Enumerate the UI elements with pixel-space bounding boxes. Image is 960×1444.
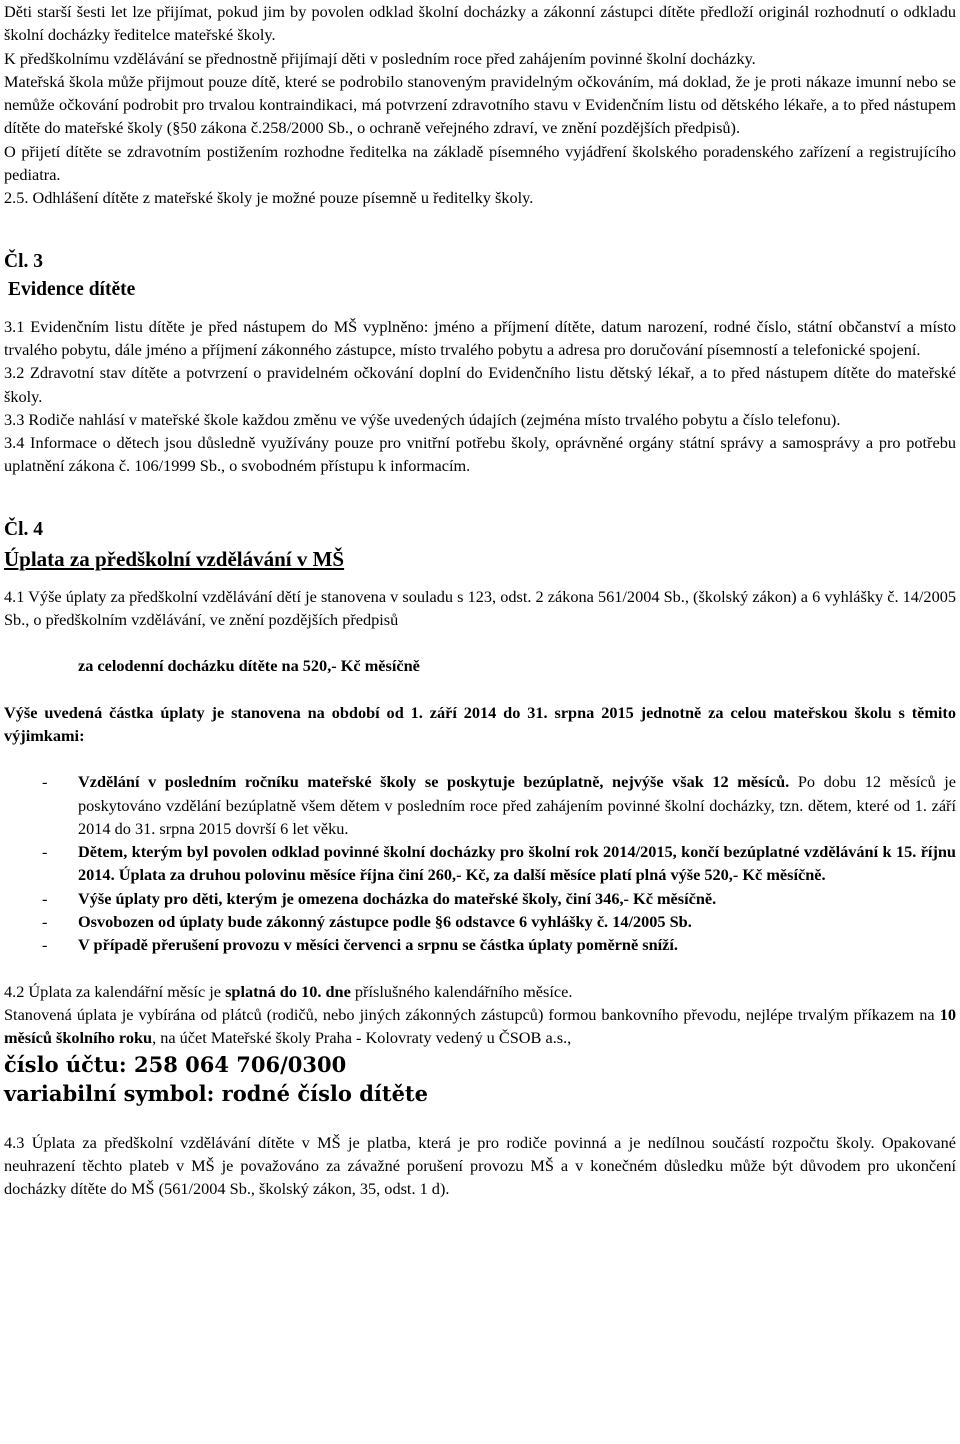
- list-item: [4, 910, 956, 933]
- dash-marker: -: [42, 772, 48, 792]
- section-4-3: 4.3 Úplata za předškolní vzdělávání dítěte v MŠ je platba, která je pro rodiče povinná a je nedílnou součástí rozpočtu školy. Opakované neuhrazení těchto plateb v MŠ je považováno za závažné porušení provozu MŠ a v konečném důsledku může být důvodem pro ukončení docházky dítěte do MŠ (561/2004 Sb., školský zákon, 35, odst. 1 d).: [4, 1132, 956, 1199]
- payment-text: Stanovená úplata je vybírána od plátců (rodičů, nebo jiných zákonných zástupců) formou bankovního převodu, nejlépe trvalým příkazem na: [4, 1004, 940, 1024]
- exception-normal: Po dobu 12 měsíců je poskytováno vzdělání bezúplatně všem dětem v posledním roce před zahájením povinné školní docházky, tzn. dětem, které od 1. září 2014 do 31. srpna 2015 dovrší 6 let věku.: [78, 772, 956, 838]
- exception-bold: V případě přerušení provozu v měsíci červenci a srpnu se částka úplaty poměrně sníží.: [78, 935, 678, 955]
- payment-months: 10 měsíců školního roku: [4, 1004, 956, 1048]
- paragraph-zdravotni-postizeni: O přijetí dítěte se zdravotním postižením rozhodne ředitelka na základě písemného vyjádření školského poradenského zařízení a registrujícího pediatra.: [4, 141, 956, 185]
- article-4-heading: Čl. 4: [4, 518, 43, 540]
- dash-marker: -: [42, 888, 48, 908]
- list-item: [4, 840, 956, 887]
- paragraph-odhlaseni: 2.5. Odhlášení dítěte z mateřské školy je možné pouze písemně u ředitelky školy.: [4, 188, 534, 208]
- section-4-2-due: splatná do 10. dne: [225, 981, 351, 1001]
- section-4-2: [4, 980, 956, 1003]
- article-3-heading: Čl. 3: [4, 250, 43, 272]
- exception-bold: Osvobozen od úplaty bude zákonný zástupce podle §6 odstavce 6 vyhlášky č. 14/2005 Sb.: [78, 912, 692, 932]
- section-4-2-text: 4.2 Úplata za kalendářní měsíc je: [4, 981, 226, 1001]
- fee-line: za celodenní docházku dítěte na 520,- Kč měsíčně: [78, 656, 420, 676]
- account-number: číslo účtu: 258 064 706/0300: [4, 1051, 347, 1077]
- section-4-2-text-end: příslušného kalendářního měsíce.: [350, 981, 573, 1001]
- section-3-2: 3.2 Zdravotní stav dítěte a potvrzení o pravidelném očkování doplní do Evidenčního listu dětský lékař, a to před nástupem dítěte do mateřské školy.: [4, 363, 956, 406]
- paragraph-odklad: Děti starší šesti let lze přijímat, pokud jim by povolen odklad školní docházky a zákonní zástupci dítěte předloží originál rozhodnutí o odkladu školní docházky ředitelce mateřské školy.: [4, 2, 956, 45]
- article-4-title: Úplata za předškolní vzdělávání v MŠ: [4, 546, 345, 571]
- dash-marker: -: [42, 842, 48, 862]
- list-item: [4, 770, 956, 840]
- exception-bold: Vzdělání v posledním ročníku mateřské školy se poskytuje bezúplatně, nejvýše však 12 měsíců.: [78, 772, 790, 792]
- exception-bold: Výše úplaty pro děti, kterým je omezena docházka do mateřské školy, činí 346,- Kč měsíčně.: [78, 888, 717, 908]
- section-3-1: 3.1 Evidenčním listu dítěte je před nástupem do MŠ vyplněno: jméno a příjmení dítěte, datum narození, rodné číslo, státní občanství a místo trvalého pobytu, dále jméno a příjmení zákonného zástupce, místo trvalého pobytu a adresa pro doručování písemností a telefonické spojení.: [4, 316, 956, 359]
- list-item: [4, 933, 956, 956]
- dash-marker: -: [42, 912, 48, 932]
- period-line: Výše uvedená částka úplaty je stanovena na období od 1. září 2014 do 31. srpna 2015 jednotně za celou mateřskou školu s těmito výjimkami:: [4, 702, 956, 745]
- exception-bold: Dětem, kterým byl povolen odklad povinné školní docházky pro školní rok 2014/2015, končí bezúplatné vzdělávání k 15. říjnu 2014. Úplata za druhou polovinu měsíce října činí 260,- Kč, za další měsíce platí plná výše 520,- Kč měsíčně.: [78, 842, 956, 885]
- section-3-3: 3.3 Rodiče nahlásí v mateřské škole každou změnu ve výše uvedených údajích (zejména místo trvalého pobytu a číslo telefonu).: [4, 409, 841, 429]
- payment-paragraph: [4, 1003, 956, 1050]
- exceptions-list: [4, 770, 956, 956]
- dash-marker: -: [42, 935, 48, 955]
- section-4-1: 4.1 Výše úplaty za předškolní vzdělávání dětí je stanovena v souladu s 123, odst. 2 zákona 561/2004 Sb., (školský zákon) a 6 vyhlášky č. 14/2005 Sb., o předškolním vzdělávání, ve znění pozdějších předpisů: [4, 586, 956, 630]
- article-3-title: Evidence dítěte: [8, 278, 136, 300]
- variable-symbol: variabilní symbol: rodné číslo dítěte: [4, 1080, 428, 1106]
- section-3-4: 3.4 Informace o dětech jsou důsledně využívány pouze pro vnitřní potřebu školy, oprávněné orgány státní správy a samosprávy a pro potřebu uplatnění zákona č. 106/1999 Sb., o svobodném přístupu k informacím.: [4, 433, 956, 476]
- payment-text-end: , na účet Mateřské školy Praha - Kolovraty vedený u ČSOB a.s.,: [152, 1028, 572, 1048]
- paragraph-prednostne: K předškolnímu vzdělávání se přednostně přijímají děti v posledním roce před zahájením povinné školní docházky.: [4, 48, 756, 68]
- paragraph-ockovani: Mateřská škola může přijmout pouze dítě, které se podrobilo stanoveným pravidelným očkováním, má doklad, že je proti nákaze imunní nebo se nemůže očkování podrobit pro trvalou kontraindikaci, má potvrzení zdravotního stavu v Evidenčním listu od dětského lékaře, a to před nástupem dítěte do mateřské školy (§50 zákona č.258/2000 Sb., o ochraně veřejného zdraví, ve znění pozdějších předpisů).: [4, 71, 956, 138]
- list-item: [4, 887, 956, 910]
